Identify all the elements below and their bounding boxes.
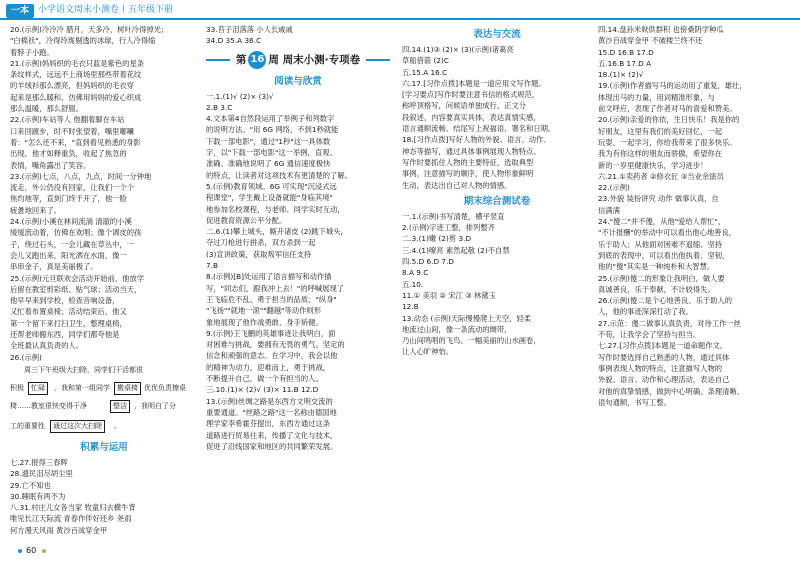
column-3 bbox=[402, 24, 592, 534]
answer-line: 30.睡眠有两不为 bbox=[10, 491, 66, 501]
answer-line: "飞扬""就地一滚""翻越"等动作则形 bbox=[206, 306, 321, 316]
answer-line: 24.(示例)小溪在林间流淌 清澈的小溪 bbox=[10, 217, 132, 227]
answer-line: 流走，外公仍没有回家，让我们一个个 bbox=[10, 183, 135, 193]
answer-line: 好朋友，这里有我们的美好回忆，一起 bbox=[598, 126, 723, 136]
header-rule bbox=[0, 18, 800, 20]
answer-line: 促进了沿线国家和地区的共同繁荣发展。 bbox=[206, 441, 338, 451]
answer-line: 八.31.村庄儿女各当家 牧童归去横牛背 bbox=[10, 503, 136, 513]
diagram-box: 整洁 bbox=[110, 400, 130, 413]
answer-block bbox=[206, 24, 390, 47]
answer-line: 第一个留下来打扫卫生，整理桌椅， bbox=[10, 318, 127, 328]
answer-diagram bbox=[10, 365, 198, 437]
answer-line: 他的"傻"其实是一种纯朴和大智慧。 bbox=[598, 262, 715, 272]
answer-line: 三.10.(1)× (2)√ (3)× 11.B 12.D bbox=[206, 385, 319, 395]
answer-line: "白棉袄"，冷得玲珑剔透的冰球，行人冷得缩 bbox=[10, 36, 156, 46]
answer-line: 理学家李希霍芬提出，东西方通过这条 bbox=[206, 419, 331, 429]
book-title: 小学语文周末小测卷丨五年级下册 bbox=[38, 5, 174, 15]
diagram-line: 优优负责擦桌 bbox=[144, 383, 186, 392]
answer-line: 26.(示例) bbox=[10, 352, 42, 362]
diagram-line: 积极 bbox=[10, 383, 24, 392]
answer-line: 五.16.B 17.D A bbox=[598, 58, 652, 68]
answer-line: 5.(示例)教育领域。6G 可实现"沉浸式远 bbox=[206, 181, 337, 191]
answer-line: 焦灼地等，直到门终于开了，他一脸 bbox=[10, 194, 127, 204]
answer-line: 体现出马的力量，用词精准形象，与 bbox=[598, 92, 715, 102]
answer-line: 称呼顶格写，问候语单独成行，正文分 bbox=[402, 101, 527, 111]
answer-line: 的说明方法。"用 6G 网络，不到1秒就能 bbox=[206, 125, 339, 135]
answer-line: [学习要点]写作时要注意书信的格式规范， bbox=[402, 90, 540, 100]
answer-line: 20.(示例)冷冷冷 腊月，天多冷，树叶冷得掉光； bbox=[10, 25, 169, 34]
answer-line: 程课堂"，学生戴上设备就能"身临其境" bbox=[206, 193, 333, 203]
diagram-box: 忙碌 bbox=[28, 382, 48, 395]
answer-line: 又忙着布置桌椅；活动结束后，他又 bbox=[10, 307, 127, 317]
answer-line: 疲惫地回来了。 bbox=[10, 205, 62, 215]
answer-line: 13.动态 (示例)天际慢慢爬上天空，轻柔 bbox=[402, 313, 532, 323]
answer-line: 黄沙百战穿金甲 不破楼兰终不还 bbox=[598, 36, 703, 46]
answer-line: 事例，注意描写的顺序，使人物形象鲜明 bbox=[402, 169, 534, 179]
footer-dot bbox=[42, 549, 46, 553]
answer-line: 信念和顽强的意志。在学习中，我会以他 bbox=[206, 351, 338, 361]
answer-line: 15.D 16.B 17.D bbox=[598, 47, 654, 57]
answer-line: 到底的表现中，可以看出他执着、坚韧， bbox=[598, 250, 730, 260]
answer-line: 8.A 9.C bbox=[402, 268, 429, 278]
answer-block bbox=[598, 24, 794, 408]
answer-line: 23.外貌 装扮讲究 动作 做事认真，自 bbox=[598, 194, 719, 204]
footer-dot bbox=[18, 549, 22, 553]
answer-line: 20.(示例)亲爱的你依，生日快乐！我是你的 bbox=[598, 115, 740, 125]
page-number: 60 bbox=[26, 546, 37, 555]
answer-line: 着："怎么还不来，"直到看见熟悉的身影 bbox=[10, 137, 141, 147]
diagram-line: ，我和第一组同学 bbox=[54, 383, 110, 392]
answer-line: 口来回踱步，时不时张望着，嘴里嘟囔 bbox=[10, 126, 135, 136]
answer-line: 表情，嘴角露出了笑容。 bbox=[10, 160, 91, 170]
answer-line: 夺过刀枪进行拼杀，双方杀到一起 bbox=[206, 238, 316, 248]
answer-line: 9.(示例)王飞鹏的英雄事迹让我明白，面 bbox=[206, 328, 336, 338]
answer-line: 缓缓流动着，仿佛在欢唱；像个调皮的孩 bbox=[10, 228, 142, 238]
answer-line: 着脖子小跑。 bbox=[10, 47, 54, 57]
answer-line: 那么温暖，那么舒服。 bbox=[10, 104, 83, 114]
answer-line: 会儿又跑出来，阳光洒在水面，像一 bbox=[10, 250, 127, 260]
answer-line: 串串金子，真是美丽极了。 bbox=[10, 262, 98, 272]
answer-line: 13.(示例)丝绸之路是东西方文明交流的 bbox=[206, 396, 333, 406]
answer-line: 7.B bbox=[206, 261, 218, 271]
answer-line: 地参加名校课程，与老师、同学实时互动， bbox=[206, 204, 345, 214]
answer-line: 下载一部电影"，通过"1秒"这一具体数 bbox=[206, 136, 331, 146]
answer-line: (3)宣讲政策，获取叛军信任支持 bbox=[206, 249, 312, 259]
answer-line: 写作时要选择自己熟悉的人物，通过具体 bbox=[598, 352, 730, 362]
answer-line: 22.(示例) bbox=[598, 183, 630, 193]
answer-line: 事例表现人物的特点，注意描写人物的 bbox=[598, 363, 723, 373]
diagram-box: 通过这次大扫除 bbox=[50, 420, 105, 433]
answer-line: 29.亡不知也 bbox=[10, 480, 51, 490]
answer-line: 地流过山间，像一条流动的绸带， bbox=[402, 324, 512, 334]
answer-line: 他早早来到学校，检查音响设备， bbox=[10, 296, 120, 306]
diagram-line: 椅……教室很快变得干净 bbox=[10, 401, 87, 410]
answer-block bbox=[10, 457, 198, 534]
answer-line: 一.1.(1)√ (2)× (3)√ bbox=[206, 91, 274, 101]
answer-line: 2.B 3.C bbox=[206, 102, 233, 112]
answer-line: 12.B bbox=[402, 302, 419, 312]
diagram-box: 搬桌椅 bbox=[114, 382, 141, 395]
answer-line: 四.5.D 6.D 7.D bbox=[402, 257, 454, 267]
answer-line: 生动，表达出自己对人物的情感。 bbox=[402, 180, 512, 190]
answer-line: 25.(示例)元旦联欢会活动开始前，他放学 bbox=[10, 273, 145, 283]
answer-line: 玩耍、一起学习，你给我带来了很多快乐。 bbox=[598, 137, 737, 147]
answer-line: 25.(示例)傻二的形象让我明白，做人要 bbox=[598, 273, 725, 283]
answer-line: 三.4.(1)嘹亮 素然起敬 (2)不自禁 bbox=[402, 245, 510, 255]
diagram-line: 工的重要性 bbox=[10, 421, 45, 430]
week-heading bbox=[206, 49, 390, 71]
answer-line: 六.17.[习作点拨]本题是一道应用文写作题。 bbox=[402, 78, 546, 88]
answer-line: 28.遗民泪尽胡尘里 bbox=[10, 469, 73, 479]
answer-line: 段叙述，内容要真实具体，表达真情实感， bbox=[402, 112, 541, 122]
answer-line: 新的一岁里健康快乐，学习进步！ bbox=[598, 160, 708, 170]
answer-block bbox=[206, 91, 390, 453]
column-1 bbox=[10, 24, 198, 534]
answer-line: 一.1.(示例)书写清楚，横平竖直 bbox=[402, 211, 505, 221]
answer-line: 的羊绒衫那么漂亮，但妈妈织的毛衣穿 bbox=[10, 81, 135, 91]
answer-line: 乐于助人；从他面对困难不退缩、坚持 bbox=[598, 239, 723, 249]
answer-line: 18.[习作点拨]写好人物的外貌、语言、动作、 bbox=[402, 135, 551, 145]
answer-block bbox=[10, 24, 198, 363]
answer-line: 22.(示例)车站等人 他翻着脚在车站 bbox=[10, 115, 125, 125]
answer-line: 出现，他才如释重负，收起了焦急的 bbox=[10, 149, 127, 159]
answer-line: "不计报酬"的举动中可以看出他心地善良， bbox=[598, 228, 737, 238]
answer-line: 后留在教室剪彩纸、贴气球；活动当天， bbox=[10, 284, 142, 294]
week-suffix: 周 周末小测·专项卷 bbox=[268, 53, 361, 66]
answer-line: 让人心旷神怡。 bbox=[402, 347, 454, 357]
answer-line: 全班最认真负责的人。 bbox=[10, 341, 83, 351]
answer-line: 4.文本第4自然段运用了举例子和列数字 bbox=[206, 114, 335, 124]
column-4 bbox=[598, 24, 794, 534]
answer-line: 11.① 美羽 ② 宋江 ③ 林黛玉 bbox=[402, 290, 496, 300]
answer-line: 18.(1)× (2)√ bbox=[598, 70, 644, 80]
answer-line: 七.27.[习作点拨]本题是一道命题作文。 bbox=[598, 341, 728, 351]
answer-line: 33.苔子泪落落 小人长戚戚 bbox=[206, 25, 293, 34]
answer-line: 真诚善良，乐于奉献，不计较得失。 bbox=[598, 284, 715, 294]
answer-block bbox=[402, 211, 592, 358]
section-title: 积累与运用 bbox=[80, 441, 128, 453]
answer-line: 语句通顺，书写工整。 bbox=[598, 397, 671, 407]
answer-line: 乃山间鸣唱的飞鸟、一幅美丽的山水画卷， bbox=[402, 336, 541, 346]
answer-line: 语言通顺流畅。结尾写上祝福语、署名和日期。 bbox=[402, 124, 556, 134]
answer-line: 19.(示例)作者描写马的运动用了重复，雄壮， bbox=[598, 81, 747, 91]
answer-line: 条纹样式，远远不上商场里那些带着花纹 bbox=[10, 70, 142, 80]
page-header bbox=[0, 0, 800, 22]
week-prefix: 第 bbox=[235, 53, 247, 66]
answer-line: 字，以"下载一部电影"这一举例，直观、 bbox=[206, 148, 337, 158]
answer-line: 起来是那么暖和，仿佛用妈妈的爱心织成 bbox=[10, 92, 142, 102]
answer-line: 草船借箭 (2)C bbox=[402, 56, 449, 66]
answer-line: 六.21.①卖药者 ②修衣匠 ③当业余演员 bbox=[598, 171, 724, 181]
answer-line: 五.10. bbox=[402, 279, 424, 289]
diagram-line: 。 bbox=[114, 421, 121, 430]
answer-line: 前文呼应，表现了作者对马的喜爱和赞美。 bbox=[598, 104, 737, 114]
answer-line: 象地展现了他作战勇敢、身手矫健。 bbox=[206, 317, 323, 327]
answer-line: 27.示范：傻二做事认真负责，对待工作一丝 bbox=[598, 318, 741, 328]
answer-line: 26.(示例)傻二是个心地善良、乐于助人的 bbox=[598, 296, 733, 306]
section-title: 期末综合测试卷 bbox=[463, 195, 531, 207]
answer-line: 信满满 bbox=[598, 205, 620, 215]
answer-line: 对他的真挚情感，做到中心明确、条理清晰、 bbox=[598, 386, 744, 396]
answer-line: 四.14.盘孙米麸供群积 也傍桑阴学种瓜 bbox=[598, 25, 724, 34]
answer-line: 神态等描写，通过具体事例展现人物特点。 bbox=[402, 146, 541, 156]
answer-line: 的特点，让读者对这项技术有更清楚的了解。 bbox=[206, 170, 352, 180]
answer-line: 23.(示例)七点，八点，九点，时间一分钟地 bbox=[10, 171, 152, 181]
answer-line: 重要通道。"丝路之路"这一名称由德国地 bbox=[206, 407, 337, 417]
answer-line: 七.27.报得三春晖 bbox=[10, 457, 68, 467]
diagram-line: ，我明白了分 bbox=[134, 401, 176, 410]
answer-line: 34.D 35.A 36.C bbox=[206, 36, 262, 46]
answer-line: 还帮老师搬东西，同学们都夸他是 bbox=[10, 330, 120, 340]
answer-line: 唯见长江天际流 青春作伴好还乡 尧雨 bbox=[10, 514, 132, 524]
answer-line: 写，"同志们，跟我冲上去！"的呼喊展现了 bbox=[206, 283, 345, 293]
answer-line: 写作时要抓住人物的主要特征，选取典型 bbox=[402, 157, 534, 167]
answer-line: 外貌、语言、动作和心理活动，表达自己 bbox=[598, 375, 730, 385]
column-2 bbox=[206, 24, 390, 534]
week-number: 16 bbox=[248, 51, 266, 69]
answer-line: 四.14.(1)③ (2)× (3)(示例)诸葛亮 bbox=[402, 45, 514, 54]
answer-line: 对困难与挑战，要拥有无畏的勇气、坚定的 bbox=[206, 340, 345, 350]
answer-line: 二.6.(1)攀上城头，厮开诸皮 (2)跳下城头， bbox=[206, 227, 348, 237]
diagram-line: 周三下午班级大扫除，同学们干活都很 bbox=[24, 365, 143, 374]
answer-line: 的精神为动力，迎难而上，勇于挑战， bbox=[206, 362, 331, 372]
answer-line: 促进教育资源公平分配。 bbox=[206, 215, 287, 225]
answer-line: 王飞临危不乱、勇于担当的品质；"纵身" bbox=[206, 294, 337, 304]
answer-line: 24."傻二"并不傻，从他"爱给人帮忙"， bbox=[598, 217, 726, 227]
answer-block bbox=[402, 44, 592, 191]
answer-line: 我为有你这样的朋友而骄傲，希望你在 bbox=[598, 149, 723, 159]
week-title bbox=[230, 49, 366, 71]
answer-line: 子，绕过石头，一会儿藏在草丛中，一 bbox=[10, 239, 135, 249]
answer-line: 何方漫天风雨 黄沙百战穿金甲 bbox=[10, 525, 108, 534]
brand-tag: 一本 bbox=[6, 4, 34, 18]
answer-line: 二.3.(1)嫩 (2)剪 3.D bbox=[402, 234, 472, 244]
answer-line: 准确、准确地说明了 6G 通信速度极快 bbox=[206, 159, 331, 169]
answer-line: 人，他的事迹深深打动了我。 bbox=[598, 307, 693, 317]
answer-line: 不苟，让我学会了坚持与担当。 bbox=[598, 330, 701, 340]
answer-line: 五.15.A 16.C bbox=[402, 67, 448, 77]
answer-line: 21.(示例)妈妈织的毛衣只蓝是紫色的星条 bbox=[10, 58, 145, 68]
answer-line: 2.(示例)字迹工整，排列整齐 bbox=[402, 223, 495, 233]
answer-line: 道路进行贸易往来，传播了文化与技术， bbox=[206, 430, 338, 440]
section-title: 表达与交流 bbox=[473, 29, 521, 40]
answer-line: 不断提升自己，做一个有担当的人。 bbox=[206, 374, 323, 384]
answer-line: 8.(示例)[B]处运用了语言描写和动作描 bbox=[206, 272, 332, 282]
section-title: 阅读与欣赏 bbox=[274, 75, 322, 87]
